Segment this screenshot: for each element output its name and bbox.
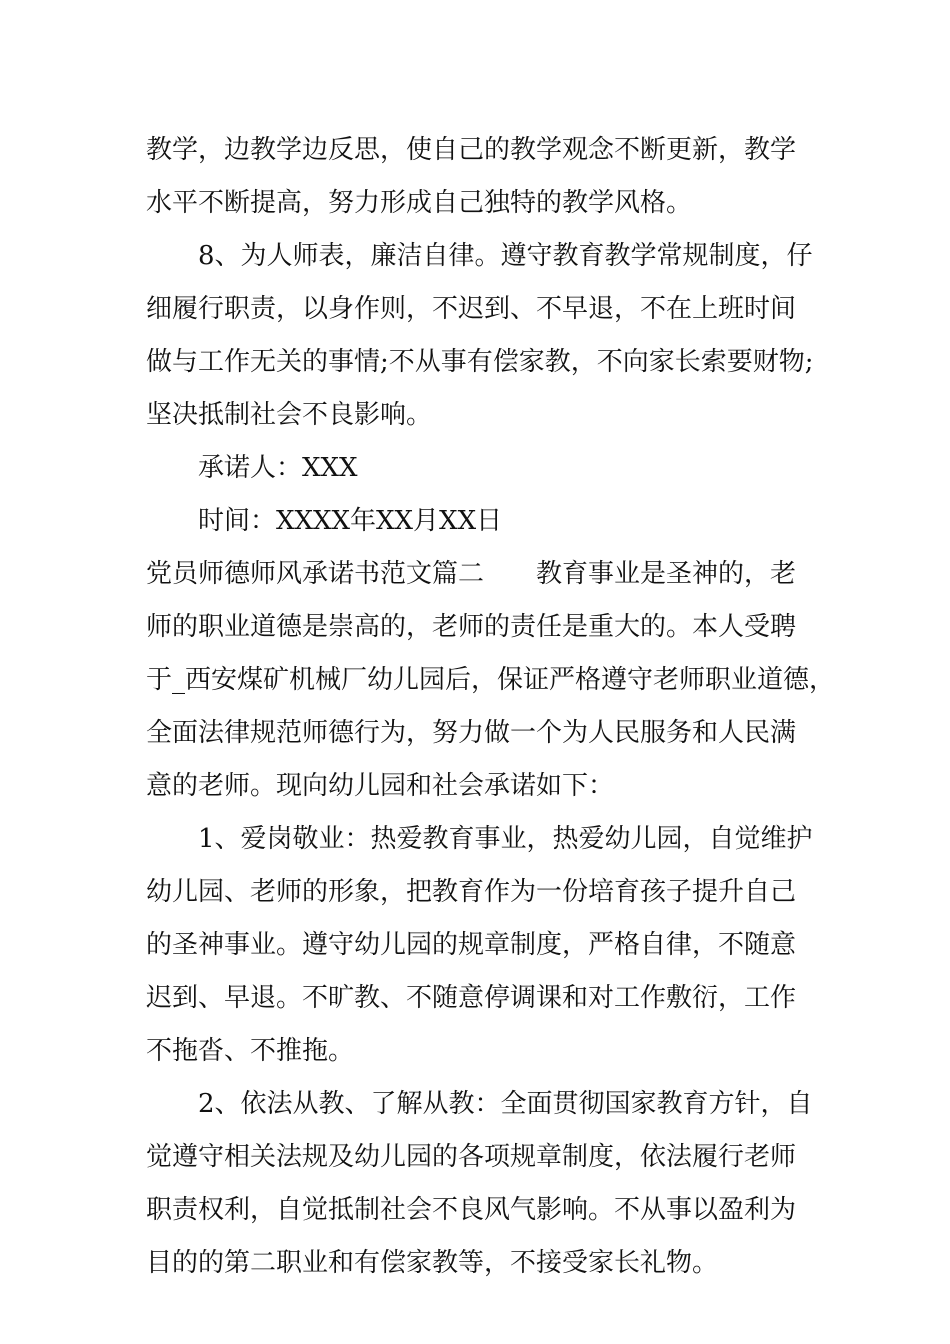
text-line: 的圣神事业。遵守幼儿园的规章制度，严格自律，不随意	[146, 930, 797, 960]
paragraph-8	[146, 230, 821, 442]
text-line: 不拖沓、不推拖。	[146, 1036, 355, 1066]
text-line: 教学，边教学边反思，使自己的教学观念不断更新，教学	[146, 135, 797, 165]
text-line: 细履行职责，以身作则，不迟到、不早退，不在上班时间	[146, 294, 797, 324]
text-line: 做与工作无关的事情;不从事有偿家教，不向家长索要财物;	[146, 347, 814, 377]
section-heading-line: 党员师德师风承诺书范文篇二 教育事业是圣神的，老	[146, 559, 797, 589]
date-text: 时间：XXXX年XX月XX日	[198, 506, 503, 536]
text-line: 于_西安煤矿机械厂幼儿园后，保证严格遵守老师职业道德，	[146, 665, 836, 695]
text-line: 目的的第二职业和有偿家教等，不接受家长礼物。	[146, 1248, 719, 1278]
text-line: 幼儿园、老师的形象，把教育作为一份培育孩子提升自己	[146, 877, 797, 907]
text-line: 水平不断提高，努力形成自己独特的教学风格。	[146, 188, 693, 218]
text-line: 全面法律规范师德行为，努力做一个为人民服务和人民满	[146, 718, 797, 748]
promisor-line	[146, 442, 821, 495]
section-two-paragraph	[146, 548, 836, 813]
paragraph-item-1	[146, 813, 821, 1078]
paragraph-item-2	[146, 1078, 821, 1290]
text-line: 坚决抵制社会不良影响。	[146, 400, 433, 430]
text-line: 8、为人师表，廉洁自律。遵守教育教学常规制度，仔	[198, 241, 813, 271]
text-line: 觉遵守相关法规及幼儿园的各项规章制度，依法履行老师	[146, 1142, 797, 1172]
text-line: 职责权利，自觉抵制社会不良风气影响。不从事以盈利为	[146, 1195, 797, 1225]
text-line: 意的老师。现向幼儿园和社会承诺如下：	[146, 771, 615, 801]
text-line: 迟到、早退。不旷教、不随意停调课和对工作敷衍，工作	[146, 983, 797, 1013]
promisor-text: 承诺人：XXX	[198, 453, 358, 483]
text-line: 1、爱岗敬业：热爱教育事业，热爱幼儿园，自觉维护	[198, 824, 813, 854]
text-line: 师的职业道德是崇高的，老师的责任是重大的。本人受聘	[146, 612, 797, 642]
paragraph-1	[146, 124, 821, 230]
date-line	[146, 495, 821, 548]
document-page	[146, 124, 836, 1290]
text-line: 2、依法从教、了解从教：全面贯彻国家教育方针，自	[198, 1089, 813, 1119]
